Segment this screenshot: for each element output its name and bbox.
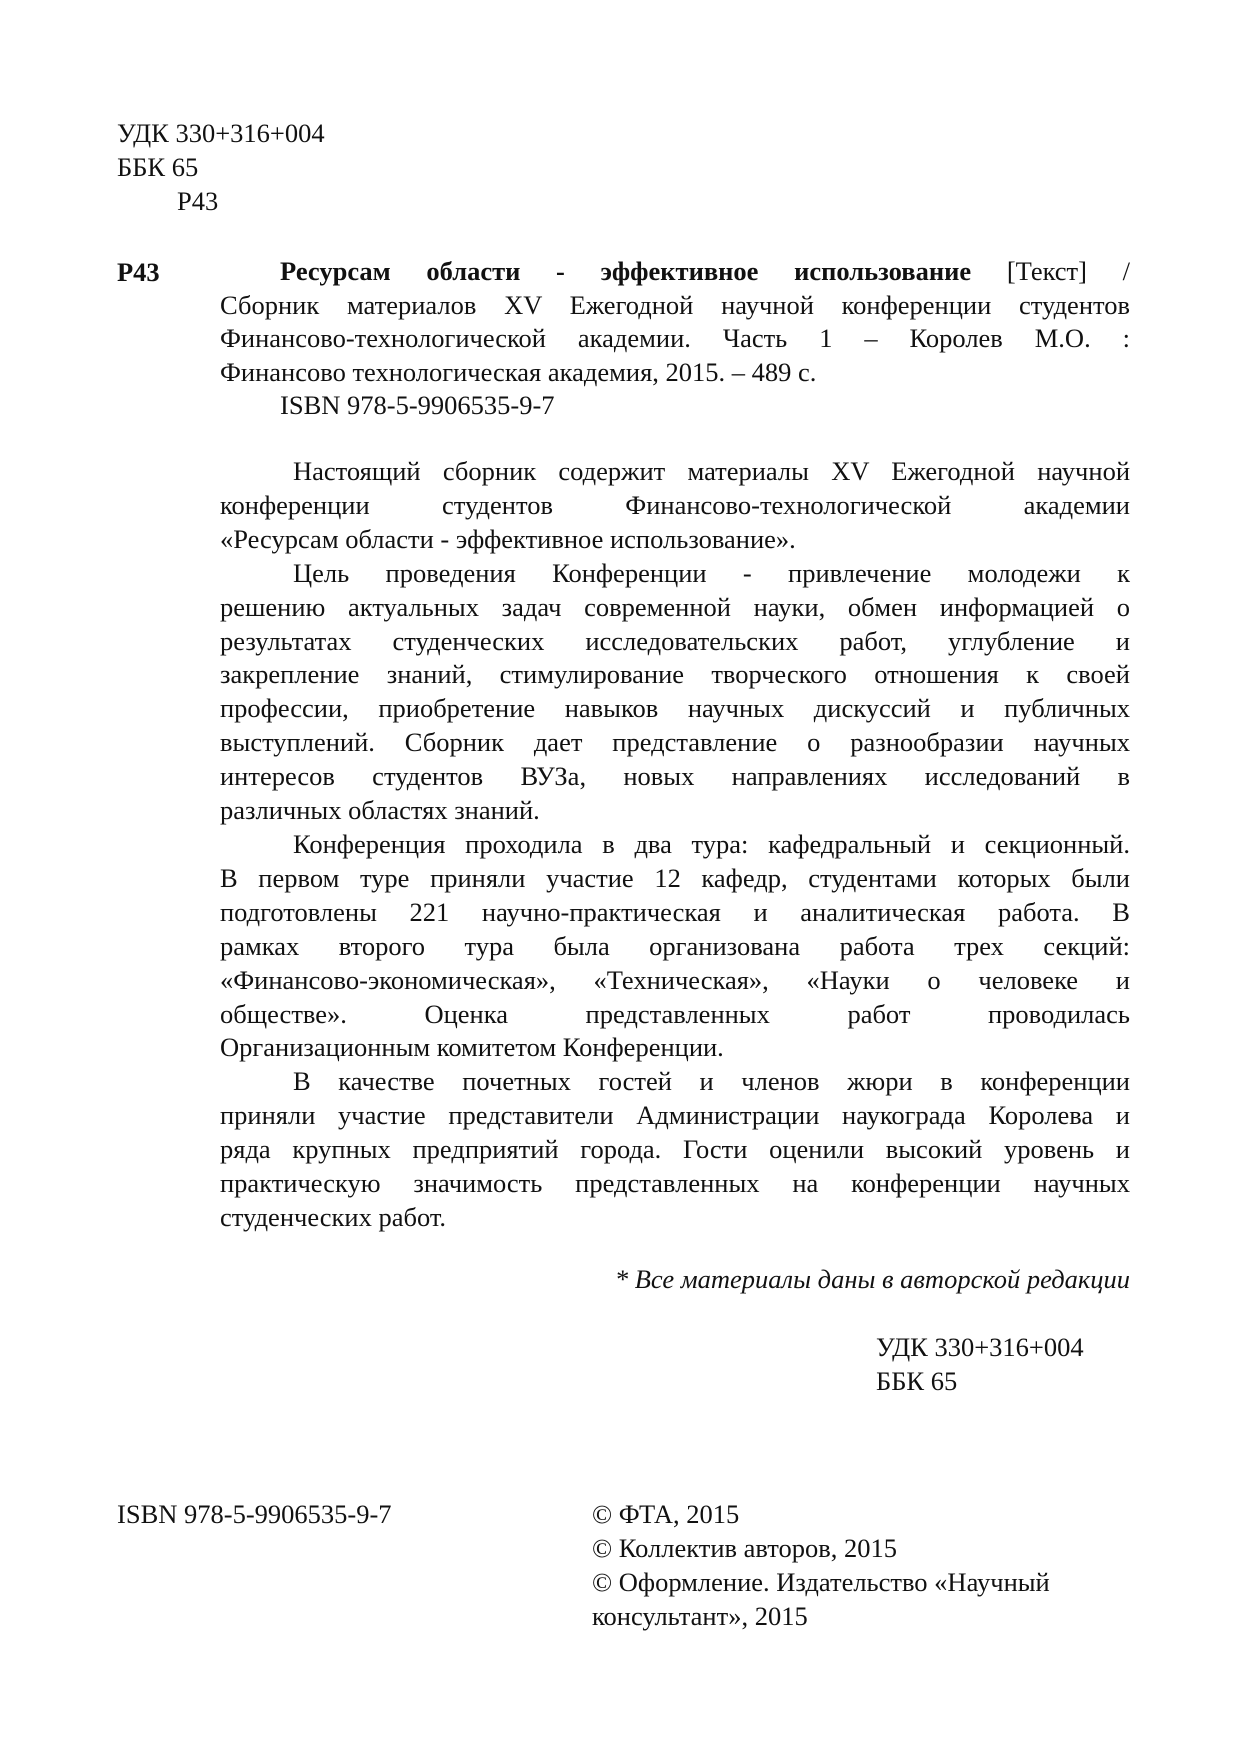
copyright-design-cont: консультант», 2015 [592, 1601, 808, 1631]
abstract-paragraph-3 [220, 828, 1130, 1065]
editorial-note: * Все материалы даны в авторской редакции [614, 1264, 1130, 1294]
paragraph-line: профессии, приобретение навыков научных дискуссий и публичных [220, 693, 1130, 724]
paragraph-line: ряда крупных предприятий города. Гости оценили высокий уровень и [220, 1134, 1130, 1165]
entry-title: Ресурсам области - эффективное использование [280, 256, 972, 286]
copyright-fta: © ФТА, 2015 [592, 1499, 740, 1529]
paragraph-line: Конференция проходила в два тура: кафедральный и секционный. [293, 828, 1130, 859]
header-bbk: ББК 65 [117, 152, 199, 182]
copyright-block [592, 1497, 1112, 1633]
abstract-paragraph-4 [220, 1065, 1130, 1235]
paragraph-line: практическую значимость представленных на конференции научных [220, 1168, 1130, 1199]
paragraph-line: закрепление знаний, стимулирование творческого отношения к своей [220, 659, 1130, 690]
paragraph-line: студенческих работ. [220, 1201, 447, 1232]
entry-isbn: ISBN 978-5-9906535-9-7 [280, 390, 555, 420]
paragraph-line: выступлений. Сборник дает представление о разнообразии научных [220, 727, 1130, 758]
entry-author-mark: Р43 [117, 257, 160, 287]
imprint-isbn: ISBN 978-5-9906535-9-7 [117, 1499, 392, 1529]
footer-classification-codes [876, 1330, 1084, 1398]
entry-line-1 [220, 255, 1130, 289]
abstract-paragraph-1 [220, 455, 1130, 557]
paragraph-line: обществе». Оценка представленных работ проводилась [220, 998, 1130, 1029]
paragraph-line: «Финансово-экономическая», «Техническая», «Науки о человеке и [220, 964, 1130, 995]
paragraph-line: Настоящий сборник содержит материалы XV Ежегодной научной [293, 456, 1130, 486]
entry-line-3: Финансово-технологической академии. Часть 1 – Королев М.О. : [220, 323, 1130, 353]
paragraph-line: результатах студенческих исследовательских работ, углубление и [220, 625, 1130, 656]
paragraph-line: «Ресурсам области - эффективное использование». [220, 523, 796, 554]
header-classification-codes [117, 116, 325, 218]
footer-bbk: ББК 65 [876, 1366, 958, 1396]
paragraph-line: конференции студентов Финансово-технологической академии [220, 489, 1130, 520]
paragraph-line: приняли участие представители Администрации наукограда Королева и [220, 1100, 1130, 1131]
entry-title-rest: [Текст] / [971, 256, 1130, 286]
copyright-authors: © Коллектив авторов, 2015 [592, 1533, 898, 1563]
paragraph-line: интересов студентов ВУЗа, новых направлениях исследований в [220, 761, 1130, 792]
entry-line-4: Финансово технологическая академия, 2015. – 489 с. [220, 356, 817, 387]
paragraph-line: подготовлены 221 научно-практическая и аналитическая работа. В [220, 896, 1130, 927]
paragraph-line: Цель проведения Конференции - привлечение молодежи к [293, 557, 1130, 588]
paragraph-line: В первом туре приняли участие 12 кафедр, студентами которых были [220, 862, 1130, 893]
paragraph-line: В качестве почетных гостей и членов жюри в конференции [293, 1066, 1130, 1097]
abstract-paragraph-2 [220, 557, 1130, 828]
header-udk: УДК 330+316+004 [117, 118, 325, 148]
paragraph-line: рамках второго тура была организована работа трех секций: [220, 930, 1130, 961]
copyright-design: © Оформление. Издательство «Научный [592, 1567, 1050, 1597]
header-author-mark: Р43 [177, 186, 219, 216]
bibliographic-entry [220, 255, 1130, 423]
paragraph-line: различных областях знаний. [220, 795, 540, 826]
paragraph-line: решению актуальных задач современной науки, обмен информацией о [220, 591, 1130, 622]
paragraph-line: Организационным комитетом Конференции. [220, 1032, 724, 1063]
abstract-text [220, 455, 1130, 1235]
footer-udk: УДК 330+316+004 [876, 1332, 1084, 1362]
entry-line-2: Сборник материалов XV Ежегодной научной конференции студентов [220, 289, 1130, 320]
